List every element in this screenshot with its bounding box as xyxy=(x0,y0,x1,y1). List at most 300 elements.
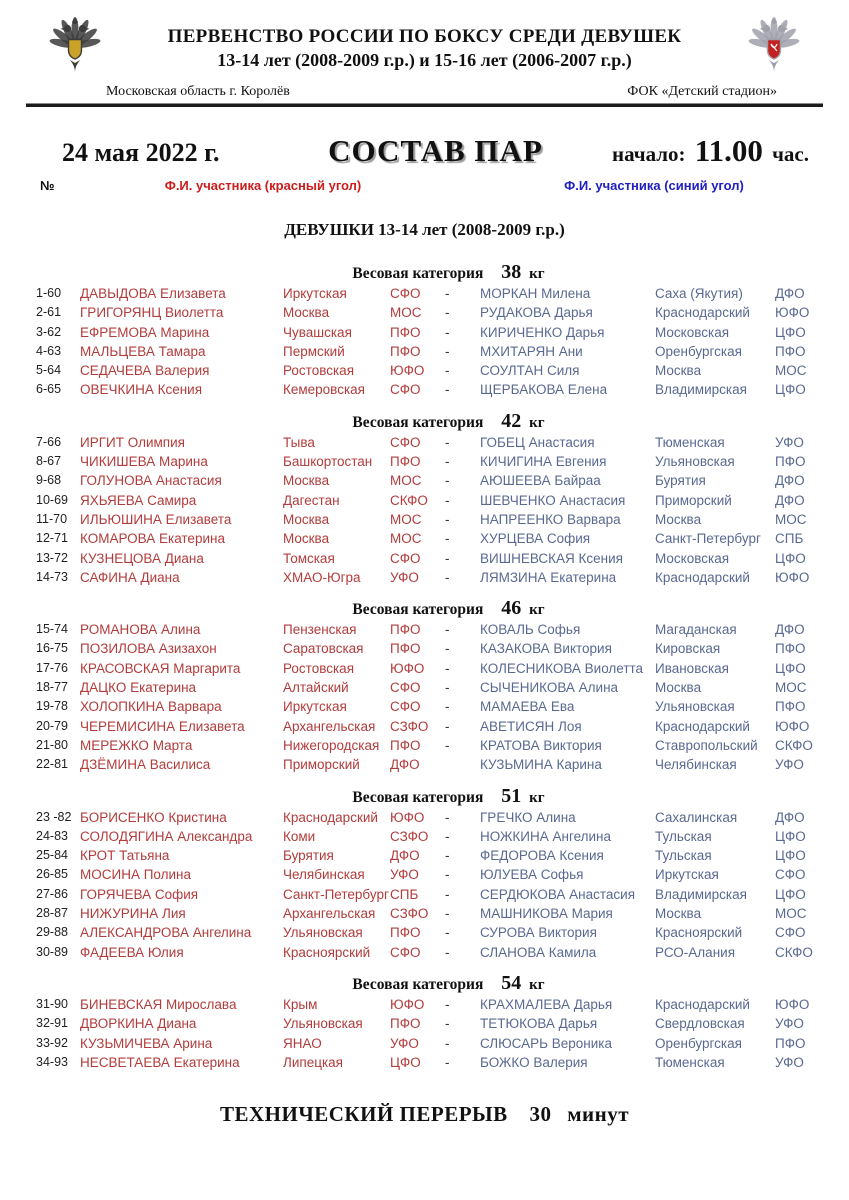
weight-category-unit: кг xyxy=(529,789,545,806)
pair-row xyxy=(0,865,849,884)
red-corner-federal-district: СПБ xyxy=(390,886,419,902)
red-corner-name: КРОТ Татьяна xyxy=(80,848,170,864)
pair-separator: - xyxy=(445,925,450,941)
red-corner-federal-district: УФО xyxy=(390,569,419,585)
blue-corner-region: Бурятия xyxy=(655,473,706,489)
pair-number: 27-86 xyxy=(36,886,68,901)
weight-category-unit: кг xyxy=(529,602,545,619)
pair-separator: - xyxy=(445,324,450,340)
technical-break-note xyxy=(0,1102,849,1127)
weight-category-heading xyxy=(0,596,849,620)
header-divider xyxy=(26,103,823,107)
pair-separator: - xyxy=(445,680,450,696)
pair-separator: - xyxy=(445,886,450,902)
pair-number: 14-73 xyxy=(36,569,68,584)
weight-category-section xyxy=(0,596,849,774)
weight-category-heading xyxy=(0,409,849,433)
red-corner-name: КРАСОВСКАЯ Маргарита xyxy=(80,660,241,676)
red-corner-federal-district: СФО xyxy=(390,699,421,715)
blue-corner-region: Москва xyxy=(655,906,702,922)
pair-number: 3-62 xyxy=(36,324,62,339)
blue-corner-name: МХИТАРЯН Ани xyxy=(480,343,583,359)
blue-corner-region: Оренбургская xyxy=(655,1035,742,1051)
weight-category-value: 42 xyxy=(501,409,522,432)
red-corner-federal-district: СЗФО xyxy=(390,828,429,844)
red-corner-name: САФИНА Диана xyxy=(80,569,180,585)
pair-separator: - xyxy=(445,382,450,398)
pair-number: 24-83 xyxy=(36,828,68,843)
pair-number: 8-67 xyxy=(36,454,62,469)
pair-row xyxy=(0,549,849,568)
blue-corner-name: ХУРЦЕВА София xyxy=(480,531,591,547)
pair-separator: - xyxy=(445,996,450,1012)
red-corner-federal-district: ДФО xyxy=(390,757,420,773)
pair-row xyxy=(0,678,849,697)
blue-corner-name: КИРИЧЕНКО Дарья xyxy=(480,324,605,340)
red-corner-name: ГОРЯЧЕВА София xyxy=(80,886,199,902)
red-corner-region: Дагестан xyxy=(283,492,340,508)
start-time-value: 11.00 xyxy=(694,133,763,168)
blue-corner-name: КРАТОВА Виктория xyxy=(480,737,602,753)
blue-corner-federal-district: ПФО xyxy=(775,343,806,359)
red-corner-federal-district: МОС xyxy=(390,305,422,321)
blue-corner-region: Кировская xyxy=(655,641,721,657)
pair-row xyxy=(0,1053,849,1072)
pair-row xyxy=(0,529,849,548)
blue-corner-name: КИЧИГИНА Евгения xyxy=(480,454,607,470)
weight-category-value: 51 xyxy=(501,784,522,807)
pair-row xyxy=(0,639,849,658)
blue-corner-name: АЮШЕЕВА Байраа xyxy=(480,473,601,489)
blue-corner-name: НАПРЕЕНКО Варвара xyxy=(480,511,621,527)
blue-corner-name: СЛЮСАРЬ Вероника xyxy=(480,1035,612,1051)
red-corner-region: Алтайский xyxy=(283,680,349,696)
session-start-time xyxy=(573,133,809,169)
pair-row xyxy=(0,361,849,380)
blue-corner-federal-district: ПФО xyxy=(775,454,806,470)
red-corner-name: ИРГИТ Олимпия xyxy=(80,434,185,450)
blue-corner-federal-district: МОС xyxy=(775,680,807,696)
blue-corner-federal-district: ДФО xyxy=(775,492,805,508)
blue-corner-name: СЛАНОВА Камила xyxy=(480,944,597,960)
pair-number: 31-90 xyxy=(36,996,68,1011)
blue-corner-name: СЫЧЕНИКОВА Алина xyxy=(480,680,619,696)
blue-corner-region: Ивановская xyxy=(655,660,729,676)
pair-number: 4-63 xyxy=(36,343,62,358)
red-corner-name: ДАВЫДОВА Елизавета xyxy=(80,286,226,301)
ministry-of-sport-eagle-emblem-icon xyxy=(20,16,130,80)
blue-corner-region: Приморский xyxy=(655,492,732,508)
blue-corner-federal-district: УФО xyxy=(775,757,804,773)
weight-category-value: 46 xyxy=(501,597,522,620)
red-corner-name: ЧИКИШЕВА Марина xyxy=(80,454,208,470)
pair-separator: - xyxy=(445,718,450,734)
blue-corner-region: Свердловская xyxy=(655,1016,745,1032)
pair-number: 30-89 xyxy=(36,944,68,959)
red-corner-name: ДЗЁМИНА Василиса xyxy=(80,757,211,773)
red-corner-federal-district: ПФО xyxy=(390,1016,421,1032)
blue-corner-federal-district: СКФО xyxy=(775,737,813,753)
blue-corner-federal-district: УФО xyxy=(775,434,804,450)
boxing-federation-eagle-emblem-icon xyxy=(719,16,829,80)
red-corner-name: МЕРЕЖКО Марта xyxy=(80,737,193,753)
red-corner-region: Саратовская xyxy=(283,641,364,657)
pair-row xyxy=(0,827,849,846)
blue-corner-region: Москва xyxy=(655,680,702,696)
red-corner-federal-district: СФО xyxy=(390,944,421,960)
blue-corner-federal-district: СКФО xyxy=(775,944,813,960)
red-corner-region: Москва xyxy=(283,473,330,489)
pair-number: 26-85 xyxy=(36,867,68,882)
red-corner-name: КУЗЬМИЧЕВА Арина xyxy=(80,1035,213,1051)
pair-row xyxy=(0,736,849,755)
session-date: 24 мая 2022 г. xyxy=(62,138,220,167)
red-corner-region: ХМАО-Югра xyxy=(283,569,361,585)
blue-corner-name: БОЖКО Валерия xyxy=(480,1054,588,1070)
weight-category-heading xyxy=(0,784,849,808)
page-title: СОСТАВ ПАР xyxy=(328,133,543,168)
blue-corner-region: Тульская xyxy=(655,848,712,864)
pair-row xyxy=(0,808,849,827)
pair-separator: - xyxy=(445,622,450,638)
blue-corner-region: Красноярский xyxy=(655,925,743,941)
pair-separator: - xyxy=(445,454,450,470)
categories xyxy=(0,260,849,1072)
red-corner-federal-district: МОС xyxy=(390,511,422,527)
blue-corner-region: Владимирская xyxy=(655,382,747,398)
pair-row xyxy=(0,846,849,865)
pair-number: 22-81 xyxy=(36,757,68,772)
red-corner-region: Чувашская xyxy=(283,324,352,340)
blue-corner-federal-district: ДФО xyxy=(775,286,805,301)
blue-corner-federal-district: ЦФО xyxy=(775,324,806,340)
red-corner-federal-district: СФО xyxy=(390,286,421,301)
blue-corner-name: АВЕТИСЯН Лоя xyxy=(480,718,582,734)
blue-corner-federal-district: МОС xyxy=(775,363,807,379)
venue-right: ФОК «Детский стадион» xyxy=(627,84,777,99)
red-corner-name: ДАЦКО Екатерина xyxy=(80,680,197,696)
red-corner-region: Коми xyxy=(283,828,316,844)
red-corner-region: Пензенская xyxy=(283,622,357,638)
tournament-title-line1: ПЕРВЕНСТВО РОССИИ ПО БОКСУ СРЕДИ ДЕВУШЕК xyxy=(167,25,682,47)
red-corner-federal-district: ПФО xyxy=(390,737,421,753)
pair-row xyxy=(0,433,849,452)
red-corner-federal-district: ПФО xyxy=(390,343,421,359)
blue-corner-region: Магаданская xyxy=(655,622,737,638)
pair-row xyxy=(0,943,849,962)
blue-corner-region: Краснодарский xyxy=(655,305,750,321)
red-corner-name: РОМАНОВА Алина xyxy=(80,622,201,638)
blue-corner-name: МАМАЕВА Ева xyxy=(480,699,575,715)
red-corner-federal-district: УФО xyxy=(390,867,419,883)
blue-corner-region: Московская xyxy=(655,550,730,566)
red-corner-region: Красноярский xyxy=(283,944,371,960)
red-corner-region: Крым xyxy=(283,996,318,1012)
pair-separator: - xyxy=(445,1035,450,1051)
pair-separator: - xyxy=(445,660,450,676)
blue-corner-federal-district: ЦФО xyxy=(775,382,806,398)
weight-category-label: Весовая категория xyxy=(352,413,484,431)
document-header xyxy=(0,0,849,80)
blue-corner-federal-district: ДФО xyxy=(775,473,805,489)
blue-corner-region: Ставропольский xyxy=(655,737,758,753)
technical-break-text: ТЕХНИЧЕСКИЙ ПЕРЕРЫВ xyxy=(219,1102,508,1127)
pair-number: 10-69 xyxy=(36,492,68,507)
red-corner-federal-district: СФО xyxy=(390,550,421,566)
pair-separator: - xyxy=(445,641,450,657)
blue-corner-federal-district: СПБ xyxy=(775,531,804,547)
pair-number: 11-70 xyxy=(36,511,68,526)
red-corner-federal-district: СКФО xyxy=(390,492,428,508)
blue-corner-region: Челябинская xyxy=(655,757,737,773)
pair-separator: - xyxy=(445,434,450,450)
red-corner-federal-district: ДФО xyxy=(390,848,420,864)
weight-category-label: Весовая категория xyxy=(352,265,484,282)
pair-number: 9-68 xyxy=(36,473,62,488)
pair-separator: - xyxy=(445,305,450,321)
pair-separator: - xyxy=(445,343,450,359)
blue-corner-region: Тюменская xyxy=(655,434,725,450)
blue-corner-name: СОУЛТАН Силя xyxy=(480,363,580,379)
blue-corner-federal-district: ПФО xyxy=(775,641,806,657)
weight-category-label: Весовая категория xyxy=(352,788,484,806)
blue-corner-federal-district: ЦФО xyxy=(775,550,806,566)
red-corner-federal-district: ПФО xyxy=(390,454,421,470)
blue-corner-region: Оренбургская xyxy=(655,343,742,359)
pair-number: 7-66 xyxy=(36,434,62,449)
pair-separator: - xyxy=(445,473,450,489)
pair-separator: - xyxy=(445,531,450,547)
column-header-red-corner: Ф.И. участника (красный угол) xyxy=(164,178,362,193)
pair-row xyxy=(0,923,849,942)
red-corner-region: Нижегородская xyxy=(283,737,380,753)
pair-separator: - xyxy=(445,737,450,753)
pair-number: 29-88 xyxy=(36,925,68,940)
red-corner-region: Челябинская xyxy=(283,867,365,883)
red-corner-region: Томская xyxy=(283,550,335,566)
red-corner-region: ЯНАО xyxy=(283,1035,322,1051)
pair-row xyxy=(0,717,849,736)
pair-separator: - xyxy=(445,809,450,825)
red-corner-federal-district: ЮФО xyxy=(390,660,425,676)
blue-corner-name: МАШНИКОВА Мария xyxy=(480,906,613,922)
blue-corner-name: ЛЯМЗИНА Екатерина xyxy=(480,569,617,585)
red-corner-name: АЛЕКСАНДРОВА Ангелина xyxy=(80,925,252,941)
venue-left: Московская область г. Королёв xyxy=(106,84,290,99)
red-corner-federal-district: СФО xyxy=(390,382,421,398)
weight-category-label: Весовая категория xyxy=(352,975,484,993)
column-header-number: № xyxy=(40,178,55,193)
pair-number: 16-75 xyxy=(36,641,68,656)
pair-separator: - xyxy=(445,511,450,527)
blue-corner-name: ВИШНЕВСКАЯ Ксения xyxy=(480,550,623,566)
pair-row xyxy=(0,755,849,774)
pair-row xyxy=(0,995,849,1014)
weight-category-value: 38 xyxy=(501,261,522,283)
blue-corner-federal-district: ЮФО xyxy=(775,569,810,585)
blue-corner-region: Ульяновская xyxy=(655,699,735,715)
pair-row xyxy=(0,697,849,716)
red-corner-federal-district: ЦФО xyxy=(390,1054,421,1070)
blue-corner-federal-district: МОС xyxy=(775,511,807,527)
blue-corner-name: ГОБЕЦ Анастасия xyxy=(480,434,595,450)
red-corner-region: Иркутская xyxy=(283,699,347,715)
red-corner-name: ОВЕЧКИНА Ксения xyxy=(80,382,203,398)
pair-row xyxy=(0,303,849,322)
pair-separator: - xyxy=(445,944,450,960)
red-corner-region: Ульяновская xyxy=(283,925,363,941)
blue-corner-name: КАЗАКОВА Виктория xyxy=(480,641,612,657)
pair-row xyxy=(0,620,849,639)
pair-row xyxy=(0,284,849,303)
red-corner-federal-district: МОС xyxy=(390,531,422,547)
pair-separator: - xyxy=(445,363,450,379)
weight-category-unit: кг xyxy=(529,414,545,431)
red-corner-region: Кемеровская xyxy=(283,382,365,398)
pair-number: 23 -82 xyxy=(36,809,72,824)
pair-number: 21-80 xyxy=(36,737,68,752)
red-corner-region: Иркутская xyxy=(283,286,347,301)
pair-row xyxy=(0,342,849,361)
pair-number: 2-61 xyxy=(36,305,62,320)
blue-corner-federal-district: ЮФО xyxy=(775,718,810,734)
blue-corner-region: РСО-Алания xyxy=(655,944,735,960)
pair-number: 20-79 xyxy=(36,718,68,733)
blue-corner-region: Московская xyxy=(655,324,730,340)
pair-number: 18-77 xyxy=(36,680,68,695)
pair-number: 15-74 xyxy=(36,622,68,637)
pair-row xyxy=(0,904,849,923)
start-label: начало: xyxy=(611,142,686,166)
pair-separator xyxy=(445,755,480,774)
red-corner-federal-district: СЗФО xyxy=(390,906,429,922)
pair-rows xyxy=(0,433,849,587)
pair-row xyxy=(0,659,849,678)
blue-corner-name: ФЕДОРОВА Ксения xyxy=(480,848,604,864)
technical-break-duration: 30 xyxy=(529,1102,552,1127)
blue-corner-federal-district: ЮФО xyxy=(775,305,810,321)
red-corner-federal-district: ПФО xyxy=(390,925,421,941)
red-corner-name: ПОЗИЛОВА Азизахон xyxy=(80,641,217,657)
pair-separator: - xyxy=(445,569,450,585)
pair-separator: - xyxy=(445,828,450,844)
red-corner-region: Бурятия xyxy=(283,848,334,864)
blue-corner-federal-district: СФО xyxy=(775,925,806,941)
red-corner-region: Москва xyxy=(283,305,330,321)
weight-category-section xyxy=(0,784,849,962)
blue-corner-region: Саха (Якутия) xyxy=(655,286,743,301)
pair-row xyxy=(0,568,849,587)
pair-row xyxy=(0,491,849,510)
blue-corner-region: Краснодарский xyxy=(655,996,750,1012)
weight-category-section xyxy=(0,971,849,1072)
session-info-row xyxy=(0,133,849,169)
blue-corner-federal-district: ДФО xyxy=(775,622,805,638)
red-corner-region: Москва xyxy=(283,511,330,527)
column-header-row xyxy=(0,178,849,193)
column-header-blue-corner: Ф.И. участника (синий угол) xyxy=(564,178,744,193)
blue-corner-region: Иркутская xyxy=(655,867,719,883)
technical-break-units: минут xyxy=(567,1102,630,1127)
red-corner-name: НИЖУРИНА Лия xyxy=(80,906,186,922)
red-corner-name: БИНЕВСКАЯ Мирослава xyxy=(80,996,237,1012)
red-corner-region: Ульяновская xyxy=(283,1016,363,1032)
weight-category-heading xyxy=(0,260,849,284)
pair-row xyxy=(0,452,849,471)
blue-corner-name: КОЛЕСНИКОВА Виолетта xyxy=(480,660,644,676)
red-corner-federal-district: ПФО xyxy=(390,641,421,657)
red-corner-name: СЕДАЧЕВА Валерия xyxy=(80,363,210,379)
pair-row xyxy=(0,323,849,342)
blue-corner-region: Краснодарский xyxy=(655,718,750,734)
pair-separator: - xyxy=(445,286,450,301)
blue-corner-name: КУЗЬМИНА Карина xyxy=(480,757,602,773)
red-corner-region: Приморский xyxy=(283,757,360,773)
red-corner-region: Тыва xyxy=(283,434,315,450)
weight-category-value: 54 xyxy=(501,971,522,994)
blue-corner-region: Тюменская xyxy=(655,1054,725,1070)
red-corner-federal-district: СФО xyxy=(390,434,421,450)
pair-number: 1-60 xyxy=(36,286,62,300)
weight-category-section xyxy=(0,260,849,400)
red-corner-name: ЕФРЕМОВА Марина xyxy=(80,324,210,340)
blue-corner-region: Краснодарский xyxy=(655,569,750,585)
blue-corner-name: ШЕВЧЕНКО Анастасия xyxy=(480,492,626,508)
pair-number: 6-65 xyxy=(36,382,62,397)
pair-row xyxy=(0,885,849,904)
red-corner-region: Ростовская xyxy=(283,660,355,676)
red-corner-name: МОСИНА Полина xyxy=(80,867,191,883)
red-corner-region: Ростовская xyxy=(283,363,355,379)
blue-corner-name: ЮЛУЕВА Софья xyxy=(480,867,584,883)
blue-corner-region: Москва xyxy=(655,363,702,379)
red-corner-federal-district: ЮФО xyxy=(390,363,425,379)
age-group-title: ДЕВУШКИ 13-14 лет (2008-2009 г.р.) xyxy=(284,220,565,239)
pair-row xyxy=(0,1034,849,1053)
pair-number: 25-84 xyxy=(36,848,68,863)
blue-corner-name: РУДАКОВА Дарья xyxy=(480,305,593,321)
blue-corner-name: НОЖКИНА Ангелина xyxy=(480,828,612,844)
start-time-units: час. xyxy=(772,142,809,166)
red-corner-region: Архангельская xyxy=(283,906,376,922)
pair-row xyxy=(0,380,849,399)
pair-separator: - xyxy=(445,906,450,922)
blue-corner-name: КОВАЛЬ Софья xyxy=(480,622,581,638)
blue-corner-name: КРАХМАЛЕВА Дарья xyxy=(480,996,613,1012)
blue-corner-region: Москва xyxy=(655,511,702,527)
weight-category-heading xyxy=(0,971,849,995)
tournament-title xyxy=(130,26,719,71)
red-corner-name: ЯХЬЯЕВА Самира xyxy=(80,492,197,508)
weight-category-unit: кг xyxy=(529,976,545,993)
pair-rows xyxy=(0,284,849,400)
red-corner-region: Липецкая xyxy=(283,1054,343,1070)
blue-corner-federal-district: ЮФО xyxy=(775,996,810,1012)
blue-corner-federal-district: ПФО xyxy=(775,1035,806,1051)
red-corner-name: ДВОРКИНА Диана xyxy=(80,1016,197,1032)
blue-corner-region: Санкт-Петербург xyxy=(655,531,761,547)
blue-corner-federal-district: ЦФО xyxy=(775,886,806,902)
red-corner-name: ГОЛУНОВА Анастасия xyxy=(80,473,222,489)
red-corner-name: МАЛЬЦЕВА Тамара xyxy=(80,343,206,359)
blue-corner-region: Сахалинская xyxy=(655,809,738,825)
red-corner-federal-district: СЗФО xyxy=(390,718,429,734)
red-corner-name: ГРИГОРЯНЦ Виолетта xyxy=(80,305,224,321)
red-corner-region: Пермский xyxy=(283,343,345,359)
blue-corner-name: СЕРДЮКОВА Анастасия xyxy=(480,886,636,902)
red-corner-name: ИЛЬЮШИНА Елизавета xyxy=(80,511,232,527)
red-corner-federal-district: УФО xyxy=(390,1035,419,1051)
